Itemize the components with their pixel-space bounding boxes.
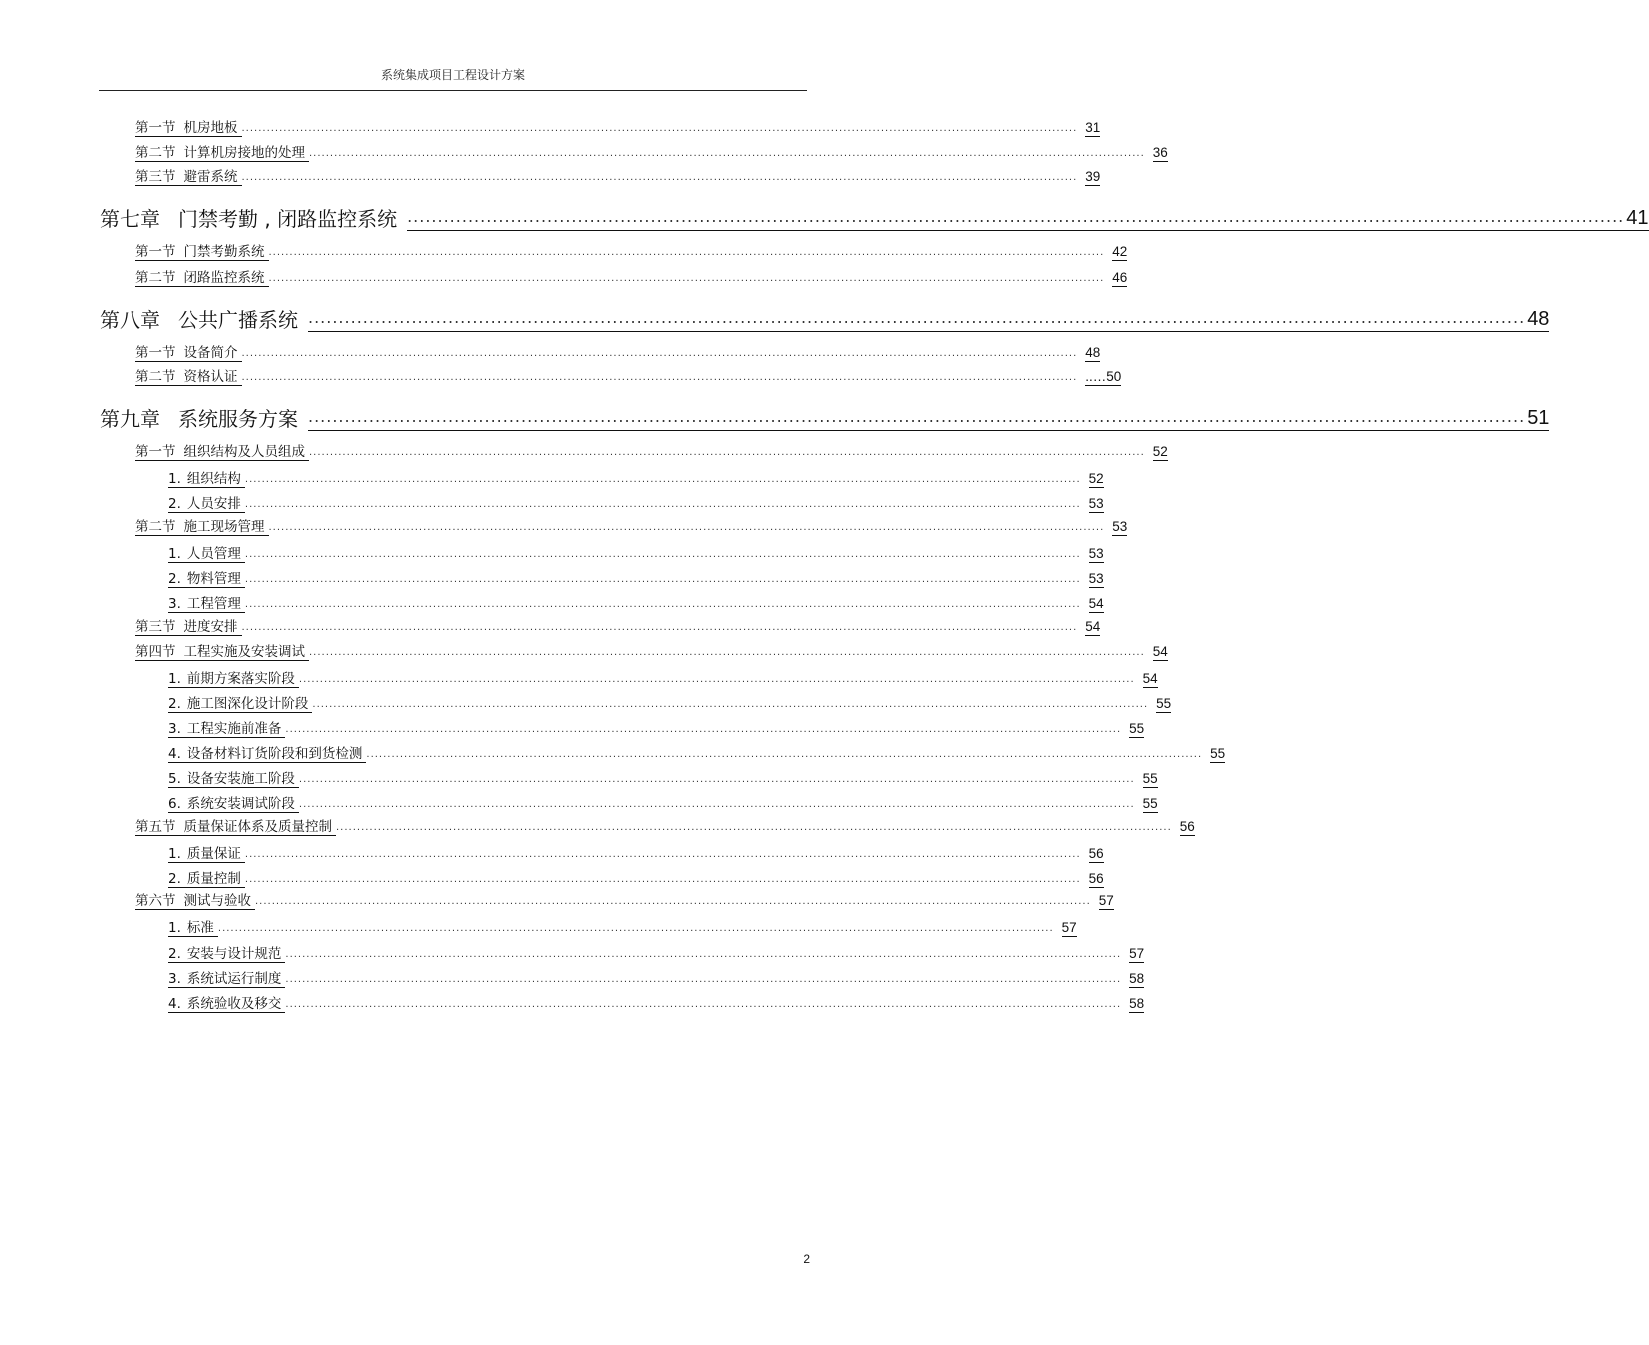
- toc-entry-page: 57: [1129, 946, 1144, 963]
- toc-dot-leader: ........................................................................................................................................................................................................: [268, 247, 1105, 258]
- toc-entry-text: 测试与验收: [183, 892, 251, 909]
- toc-entry-text: 质量保证体系及质量控制: [183, 818, 332, 835]
- toc-entry-text: 设备简介: [183, 344, 238, 361]
- toc-dot-leader: ........................................................................................................................................................................................................: [244, 574, 1081, 585]
- toc-entry-title: [135, 519, 269, 536]
- toc-entry-text: 系统验收及移交: [186, 995, 282, 1012]
- toc-entry-chapter[interactable]: [100, 203, 1649, 231]
- toc-entry-title: [168, 796, 299, 813]
- toc-dot-leader: ........................................................................................................................................................................................................: [366, 749, 1203, 760]
- toc-entry-item[interactable]: [168, 669, 1158, 688]
- toc-entry-page: 51: [1527, 407, 1550, 429]
- toc-entry-title: [168, 721, 285, 738]
- toc-entry-page: 48: [1085, 345, 1100, 362]
- toc-dot-leader: ........................................................................................................................................................................................................: [244, 599, 1081, 610]
- toc-entry-title: [135, 345, 242, 362]
- toc-entry-text: 组织结构及人员组成: [183, 443, 305, 460]
- toc-entry-page: 54: [1089, 596, 1104, 613]
- toc-entry-text: 工程实施及安装调试: [183, 643, 305, 660]
- toc-entry-item[interactable]: [168, 694, 1172, 713]
- toc-entry-text: 设备材料订货阶段和到货检测: [186, 745, 363, 762]
- toc-dot-leader: ........................................................................................................................................................................................................: [407, 207, 1624, 231]
- toc-entry-number: 1.: [168, 670, 181, 687]
- toc-entry-number: 第二节: [135, 269, 176, 286]
- toc-entry-page: 53: [1112, 519, 1127, 536]
- toc-entry-text: 安装与设计规范: [186, 945, 282, 962]
- toc-entry-number: 2.: [168, 945, 181, 962]
- toc-entry-chapter[interactable]: [100, 304, 1550, 332]
- toc-entry-item[interactable]: [168, 844, 1104, 863]
- toc-entry-number: 2.: [168, 695, 181, 712]
- toc-entry-page: 54: [1085, 619, 1100, 636]
- toc-dot-leader: ........................................................................................................................................................................................................: [255, 896, 1091, 907]
- toc-entry-section[interactable]: [135, 517, 1128, 536]
- toc-dot-leader: ........................................................................................................................................................................................................: [309, 647, 1145, 658]
- toc-entry-page: 53: [1089, 496, 1104, 513]
- toc-entry-section[interactable]: [135, 367, 1122, 386]
- toc-entry-page: 58: [1129, 996, 1144, 1013]
- toc-entry-number: 3.: [168, 595, 181, 612]
- toc-entry-section[interactable]: [135, 118, 1101, 137]
- toc-dot-leader: ........................................................................................................................................................................................................: [241, 622, 1078, 633]
- toc-entry-number: 5.: [168, 770, 181, 787]
- toc-dot-leader: ........................................................................................................................................................................................................: [268, 273, 1105, 284]
- toc-entry-item[interactable]: [168, 494, 1104, 513]
- toc-entry-title: [168, 496, 245, 513]
- toc-entry-title: [168, 996, 285, 1013]
- toc-entry-page: 55: [1143, 796, 1158, 813]
- toc-entry-number: 1.: [168, 845, 181, 862]
- toc-entry-text: 闭路监控系统: [183, 269, 265, 286]
- toc-entry-page: 39: [1085, 169, 1100, 186]
- toc-entry-title: [168, 971, 285, 988]
- toc-entry-title: [135, 244, 269, 261]
- toc-entry-text: 计算机房接地的处理: [183, 144, 305, 161]
- toc-entry-page: 41: [1626, 207, 1649, 229]
- toc-dot-leader: ........................................................................................................................................................................................................: [309, 447, 1145, 458]
- toc-entry-number: 第一节: [135, 443, 176, 460]
- toc-entry-text: 质量控制: [186, 870, 241, 887]
- toc-dot-leader: ........................................................................................................................................................................................................: [241, 172, 1078, 183]
- toc-entry-title: [168, 946, 285, 963]
- toc-entry-title: [168, 571, 245, 588]
- toc-entry-section[interactable]: [135, 817, 1195, 836]
- toc-entry-section[interactable]: [135, 343, 1101, 362]
- toc-entry-text: 避雷系统: [183, 168, 238, 185]
- toc-entry-number: 2.: [168, 495, 181, 512]
- toc-entry-page: 55: [1129, 721, 1144, 738]
- toc-entry-page: 52: [1153, 444, 1168, 461]
- toc-entry-page: 54: [1143, 671, 1158, 688]
- toc-entry-page: 56: [1089, 871, 1104, 888]
- toc-entry-text: 施工现场管理: [183, 518, 265, 535]
- toc-entry-section[interactable]: [135, 642, 1168, 661]
- toc-entry-title: [168, 746, 366, 763]
- toc-entry-item[interactable]: [168, 769, 1158, 788]
- toc-dot-leader: ........................................................................................................................................................................................................: [312, 699, 1149, 710]
- toc-dot-leader: ........................................................................................................................................................................................................: [241, 348, 1078, 359]
- toc-dot-leader: ........................................................................................................................................................................................................: [298, 774, 1135, 785]
- toc-entry-number: 第二节: [135, 144, 176, 161]
- toc-entry-title: [135, 619, 242, 636]
- toc-entry-text: 门禁考勤系统: [183, 243, 265, 260]
- toc-entry-title: [135, 893, 255, 910]
- toc-dot-leader: ........................................................................................................................................................................................................: [244, 474, 1081, 485]
- toc-entry-number: 2.: [168, 870, 181, 887]
- toc-entry-text: 标准: [186, 919, 214, 936]
- toc-entry-item[interactable]: [168, 994, 1145, 1013]
- toc-entry-title: [135, 644, 309, 661]
- toc-entry-number: 第一节: [135, 243, 176, 260]
- toc-entry-title: [168, 596, 245, 613]
- toc-entry-number: 第三节: [135, 618, 176, 635]
- toc-dot-leader: ........................................................................................................................................................................................................: [241, 123, 1078, 134]
- toc-entry-page: 52: [1089, 471, 1104, 488]
- toc-entry-item[interactable]: [168, 794, 1158, 813]
- toc-dot-leader: ........................................................................................................................................................................................................: [298, 674, 1135, 685]
- toc-entry-page: 55: [1156, 696, 1171, 713]
- toc-entry-page: 53: [1089, 546, 1104, 563]
- toc-entry-title: [168, 471, 245, 488]
- toc-entry-item[interactable]: [168, 569, 1104, 588]
- toc-entry-section[interactable]: [135, 167, 1101, 186]
- toc-entry-text: 工程实施前准备: [186, 720, 282, 737]
- toc-entry-text: 物料管理: [186, 570, 241, 587]
- toc-entry-page: 46: [1112, 270, 1127, 287]
- toc-entry-page: 53: [1089, 571, 1104, 588]
- toc-entry-title: [135, 120, 242, 137]
- toc-entry-number: 第六节: [135, 892, 176, 909]
- toc-entry-item[interactable]: [168, 744, 1226, 763]
- toc-entry-number: 3.: [168, 720, 181, 737]
- toc-entry-page: 54: [1153, 644, 1168, 661]
- toc-entry-number: 3.: [168, 970, 181, 987]
- toc-dot-leader: ........................................................................................................................................................................................................: [285, 999, 1122, 1010]
- toc-entry-section[interactable]: [135, 143, 1168, 162]
- toc-entry-title: [168, 871, 245, 888]
- toc-entry-item[interactable]: [168, 594, 1104, 613]
- toc-dot-leader: ........................................................................................................................................................................................................: [268, 522, 1105, 533]
- toc-entry-number: 1.: [168, 470, 181, 487]
- toc-dot-leader: ........................................................................................................................................................................................................: [244, 849, 1081, 860]
- toc-entry-page: 55: [1143, 771, 1158, 788]
- toc-entry-title: [100, 407, 308, 431]
- toc-entry-text: 机房地板: [183, 119, 238, 136]
- toc-entry-text: 设备安装施工阶段: [186, 770, 295, 787]
- toc-entry-title: [168, 546, 245, 563]
- toc-entry-section[interactable]: [135, 617, 1101, 636]
- toc-entry-chapter[interactable]: [100, 403, 1550, 431]
- toc-entry-title: [135, 444, 309, 461]
- page-header-title: 系统集成项目工程设计方案: [380, 68, 525, 82]
- toc-entry-page: 57: [1062, 920, 1077, 937]
- toc-entry-number: 1.: [168, 919, 181, 936]
- toc-entry-page: ..…50: [1085, 369, 1121, 386]
- toc-entry-text: 组织结构: [186, 470, 241, 487]
- toc-entry-number: 第一节: [135, 344, 176, 361]
- toc-dot-leader: ........................................................................................................................................................................................................: [309, 148, 1145, 159]
- toc-entry-title: [168, 671, 299, 688]
- toc-entry-page: 56: [1180, 819, 1195, 836]
- toc-entry-title: [100, 207, 407, 231]
- toc-dot-leader: ........................................................................................................................................................................................................: [244, 549, 1081, 560]
- toc-dot-leader: ........................................................................................................................................................................................................: [308, 407, 1525, 431]
- toc-entry-title: [135, 819, 336, 836]
- toc-entry-number: 第七章: [100, 207, 160, 231]
- toc-dot-leader: ........................................................................................................................................................................................................: [217, 923, 1054, 934]
- toc-entry-text: 系统试运行制度: [186, 970, 282, 987]
- toc-entry-title: [135, 369, 242, 386]
- toc-dot-leader: ........................................................................................................................................................................................................: [308, 308, 1525, 332]
- toc-entry-page: 42: [1112, 244, 1127, 261]
- toc-entry-title: [135, 270, 269, 287]
- toc-entry-title: [168, 846, 245, 863]
- toc-entry-item[interactable]: [168, 918, 1077, 937]
- toc-entry-page: 36: [1153, 145, 1168, 162]
- toc-dot-leader: ........................................................................................................................................................................................................: [285, 949, 1122, 960]
- toc-entry-page: 48: [1527, 308, 1550, 330]
- toc-dot-leader: ........................................................................................................................................................................................................: [241, 372, 1078, 383]
- toc-entry-title: [168, 696, 312, 713]
- page-number: 2: [803, 1252, 810, 1266]
- toc-entry-text: 质量保证: [186, 845, 241, 862]
- toc-entry-text: 系统安装调试阶段: [186, 795, 295, 812]
- toc-entry-text: 系统服务方案: [178, 407, 298, 431]
- toc-entry-number: 第五节: [135, 818, 176, 835]
- toc-entry-text: 资格认证: [183, 368, 238, 385]
- toc-entry-page: 55: [1210, 746, 1225, 763]
- toc-entry-item[interactable]: [168, 544, 1104, 563]
- toc-entry-number: 第二节: [135, 368, 176, 385]
- toc-entry-item[interactable]: [168, 869, 1104, 888]
- toc-entry-page: 58: [1129, 971, 1144, 988]
- toc-entry-text: 门禁考勤 , 闭路监控系统: [178, 207, 398, 231]
- toc-entry-section[interactable]: [135, 891, 1114, 910]
- toc-entry-title: [135, 145, 309, 162]
- toc-entry-title: [168, 771, 299, 788]
- toc-entry-text: 人员管理: [186, 545, 241, 562]
- toc-entry-text: 进度安排: [183, 618, 238, 635]
- toc-entry-number: 第九章: [100, 407, 160, 431]
- toc-entry-text: 前期方案落实阶段: [186, 670, 295, 687]
- toc-entry-number: 第三节: [135, 168, 176, 185]
- toc-entry-text: 施工图深化设计阶段: [186, 695, 309, 712]
- toc-entry-text: 公共广播系统: [178, 308, 298, 332]
- toc-entry-number: 4.: [168, 995, 181, 1012]
- toc-entry-number: 2.: [168, 570, 181, 587]
- toc-dot-leader: ........................................................................................................................................................................................................: [285, 724, 1122, 735]
- toc-entry-number: 第一节: [135, 119, 176, 136]
- toc-entry-number: 1.: [168, 545, 181, 562]
- toc-entry-section[interactable]: [135, 268, 1128, 287]
- toc-entry-item[interactable]: [168, 719, 1145, 738]
- toc-dot-leader: ........................................................................................................................................................................................................: [285, 974, 1122, 985]
- toc-entry-item[interactable]: [168, 944, 1145, 963]
- toc-entry-section[interactable]: [135, 242, 1128, 261]
- toc-entry-title: [168, 920, 218, 937]
- toc-entry-item[interactable]: [168, 469, 1104, 488]
- toc-entry-number: 第八章: [100, 308, 160, 332]
- toc-dot-leader: ........................................................................................................................................................................................................: [244, 874, 1081, 885]
- toc-entry-page: 57: [1099, 893, 1114, 910]
- toc-entry-number: 第四节: [135, 643, 176, 660]
- toc-dot-leader: ........................................................................................................................................................................................................: [298, 799, 1135, 810]
- toc-entry-text: 工程管理: [186, 595, 241, 612]
- toc-entry-text: 人员安排: [186, 495, 241, 512]
- toc-dot-leader: ........................................................................................................................................................................................................: [336, 822, 1172, 833]
- toc-entry-section[interactable]: [135, 442, 1168, 461]
- toc-entry-title: [100, 308, 308, 332]
- toc-dot-leader: ........................................................................................................................................................................................................: [244, 499, 1081, 510]
- toc-entry-page: 31: [1085, 120, 1100, 137]
- toc-entry-item[interactable]: [168, 969, 1145, 988]
- toc-entry-number: 4.: [168, 745, 181, 762]
- toc-entry-number: 6.: [168, 795, 181, 812]
- toc-entry-page: 56: [1089, 846, 1104, 863]
- toc-entry-number: 第二节: [135, 518, 176, 535]
- toc-entry-title: [135, 169, 242, 186]
